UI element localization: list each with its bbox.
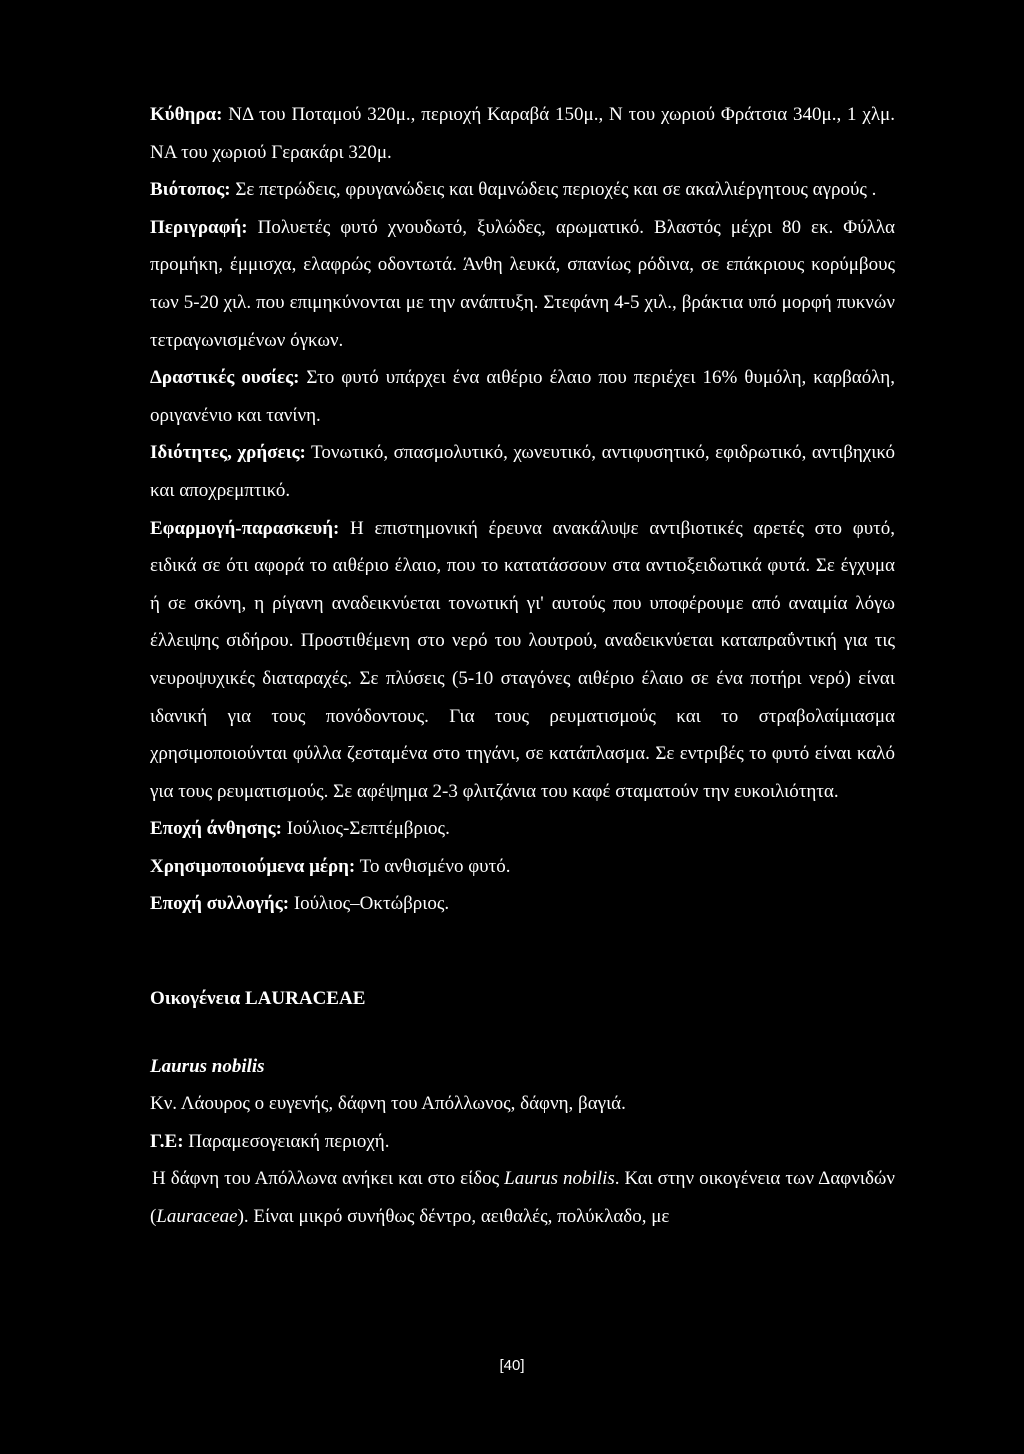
kythira-entry — [150, 96, 895, 171]
page-content — [150, 96, 895, 1236]
collection-label: Εποχή συλλογής: — [150, 893, 290, 915]
species-distribution — [150, 1123, 895, 1161]
properties-text: Τονωτικό, σπασμολυτικό, χωνευτικό, αντιφυσητικό, εφιδρωτικό, αντιβηχικό και αποχρεμπτικό. — [150, 442, 895, 501]
active-substances-entry — [150, 359, 895, 434]
flowering-text: Ιούλιος-Σεπτέμβριος. — [281, 818, 450, 840]
application-entry — [150, 510, 895, 811]
parts-used-label: Χρησιμοποιούμενα μέρη: — [150, 855, 356, 877]
parts-used-entry — [150, 848, 895, 886]
species-intro — [150, 1160, 895, 1235]
collection-entry — [150, 885, 895, 923]
species-intro-italic1: Laurus nobilis — [504, 1168, 615, 1190]
application-text: Η επιστημονική έρευνα ανακάλυψε αντιβιοτικές αρετές στο φυτό, ειδικά σε ότι αφορά το αιθέριο έλαιο, που το κατατάσσουν στα αντιοξειδωτικά φυτά. Σε έγχυμα ή σε σκόνη, η ρίγανη αναδεικνύεται τονωτική γι' αυτούς που υποφέρουμε από αναιμία λόγω έλλειψης σιδήρου. Προστιθέμενη στο νερό του λουτρού, αναδεικνύεται καταπραΰντική για τις νευροψυχικές διαταραχές. Σε πλύσεις (5-10 σταγόνες αιθέριο έλαιο σε ένα ποτήρι νερό) είναι ιδανική για τους πονόδοντους. Για τους ρευματισμούς και το στραβολαίμιασμα χρησιμοποιούνται φύλλα ζεσταμένα στο τηγάνι, σε κατάπλασμα. Σε εντριβές το φυτό είναι καλό για τους ρευματισμούς. Σε αφέψημα 2-3 φλιτζάνια του καφέ σταματούν την ευκοιλιότητα. — [150, 517, 895, 802]
species-intro-part2: . Και στην οικογένεια των Δαφνιδών ( — [150, 1168, 895, 1228]
habitat-entry — [150, 171, 895, 209]
properties-entry — [150, 434, 895, 509]
description-label: Περιγραφή: — [150, 216, 248, 238]
species-intro-part3: ). Είναι μικρό συνήθως δέντρο, αειθαλές, πολύκλαδο, με — [237, 1206, 670, 1228]
description-entry — [150, 209, 895, 359]
species-intro-part1: Η δάφνη του Απόλλωνα ανήκει και στο είδος — [152, 1168, 505, 1190]
species-common-names: Κν. Λάουρος ο ευγενής, δάφνη του Απόλλωνος, δάφνη, βαγιά. — [150, 1093, 626, 1115]
properties-label: Ιδιότητες, χρήσεις: — [150, 442, 306, 464]
species-intro-italic2: Lauraceae — [156, 1206, 238, 1228]
habitat-text: Σε πετρώδεις, φρυγανώδεις και θαμνώδεις περιοχές και σε ακαλλιέργητους αγρούς . — [230, 179, 877, 201]
description-text: Πολυετές φυτό χνουδωτό, ξυλώδες, αρωματικό. Βλαστός μέχρι 80 εκ. Φύλλα προμήκη, έμμισχα, ελαφρώς οδοντωτά. Άνθη λευκά, σπανίως ρόδινα, σε επάκριους κορύμβους των 5-20 χιλ. που επιμηκύνονται με την ανάπτυξη. Στεφάνη 4-5 χιλ., βράκτια υπό μορφή πυκνών τετραγωνισμένων όγκων. — [150, 216, 895, 351]
habitat-label: Βιότοπος: — [150, 179, 231, 201]
application-label: Εφαρμογή-παρασκευή: — [150, 517, 340, 539]
page-number: [40] — [499, 1357, 525, 1374]
active-substances-text: Στο φυτό υπάρχει ένα αιθέριο έλαιο που περιέχει 16% θυμόλη, καρβαόλη, οριγανένιο και τανίνη. — [150, 367, 895, 426]
species-distribution-label: Γ.Ε: — [150, 1130, 184, 1152]
collection-text: Ιούλιος–Οκτώβριος. — [289, 893, 450, 915]
species-distribution-text: Παραμεσογειακή περιοχή. — [183, 1130, 390, 1152]
parts-used-text: Το ανθισμένο φυτό. — [355, 855, 511, 877]
active-substances-label: Δραστικές ουσίες: — [150, 367, 300, 389]
species-name: Laurus nobilis — [150, 1055, 265, 1077]
kythira-text: ΝΔ του Ποταμού 320μ., περιοχή Καραβά 150μ., Ν του χωριού Φράτσια 340μ., 1 χλμ. ΝΑ του χωριού Γερακάρι 320μ. — [150, 104, 895, 163]
family-heading: Οικογένεια LAURACEAE — [150, 988, 366, 1010]
flowering-entry — [150, 810, 895, 848]
flowering-label: Εποχή άνθησης: — [150, 818, 282, 840]
kythira-label: Κύθηρα: — [150, 104, 223, 125]
